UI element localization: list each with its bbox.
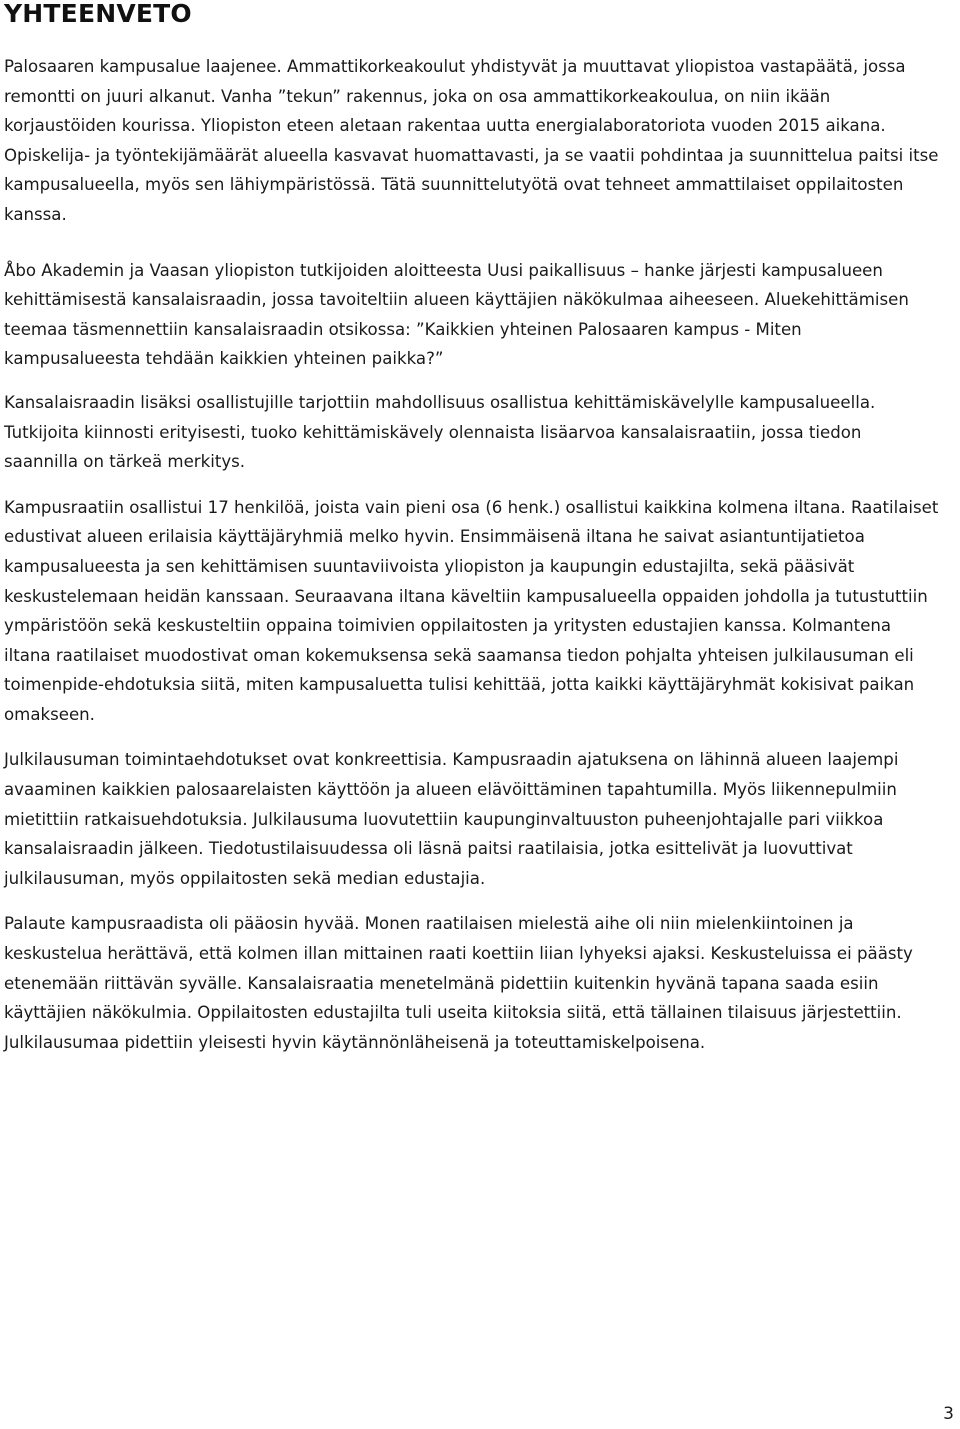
paragraph-intro: Palosaaren kampusalue laajenee. Ammattikorkeakoulut yhdistyvät ja muuttavat yliopistoa vastapäätä, jossa remontti on juuri alkanut. Vanha ”tekun” rakennus, joka on osa ammattikorkeakoulua, on niin ikään korjaustöiden kourissa. Yliopiston eteen aletaan rakentaa uutta energialaboratoriota vuoden 2015 aikana. Opiskelija- ja työntekijämäärät alueella kasvavat huomattavasti, ja se vaatii pohdintaa ja suunnittelua paitsi itse kampusalueella, myös sen lähiympäristössä. Tätä suunnittelutyötä ovat tehneet ammattilaiset oppilaitosten kanssa. bbox=[4, 57, 939, 224]
page-number: 3 bbox=[943, 1404, 954, 1424]
paragraph-participants: Kampusraatiin osallistui 17 henkilöä, joista vain pieni osa (6 henk.) osallistui kaikkina kolmena iltana. Raatilaiset edustivat alueen erilaisia käyttäjäryhmiä melko hyvin. Ensimmäisenä iltana he saivat asiantuntijatietoa kampusalueesta ja sen kehittämisen suuntaviivoista yliopiston ja kaupungin edustajilta, sekä pääsivät keskustelemaan heidän kanssaan. Seuraavana iltana käveltiin kampusalueella oppaiden johdolla ja tutustuttiin ympäristöön sekä keskusteltiin oppaina toimivien oppilaitosten ja yritysten edustajien kanssa. Kolmantena iltana raatilaiset muodostivat oman kokemuksensa sekä saamansa tiedon pohjalta yhteisen julkilausuman eli toimenpide-ehdotuksia siitä, miten kampusaluetta tulisi kehittää, jotta kaikki käyttäjäryhmät kokisivat paikan omakseen. bbox=[4, 497, 939, 724]
paragraph-citizen-jury: Åbo Akademin ja Vaasan yliopiston tutkijoiden aloitteesta Uusi paikallisuus – hanke järjesti kampusalueen kehittämisestä kansalaisraadin, jossa tavoiteltiin alueen käyttäjien näkökulmaa aiheeseen. Aluekehittämisen teemaa täsmennettiin kansalaisraadin otsikossa: ”Kaikkien yhteinen Palosaaren kampus - Miten kampusalueesta tehdään kaikkien yhteinen paikka?” bbox=[4, 260, 909, 369]
paragraph-proposals: Julkilausuman toimintaehdotukset ovat konkreettisia. Kampusraadin ajatuksena on lähinnä alueen laajempi avaaminen kaikkien palosaarelaisten käyttöön ja alueen elävöittäminen tapahtumilla. Myös liikennepulmiin mietittiin ratkaisuehdotuksia. Julkilausuma luovutettiin kaupunginvaltuuston puheenjohtajalle pari viikkoa kansalaisraadin jälkeen. Tiedotustilaisuudessa oli läsnä paitsi raatilaisia, jotka esittelivät ja luovuttivat julkilausuman, myös oppilaitosten sekä median edustajia. bbox=[4, 750, 899, 888]
paragraph-feedback: Palaute kampusraadista oli pääosin hyvää. Monen raatilaisen mielestä aihe oli niin mielenkiintoinen ja keskustelua herättävä, että kolmen illan mittainen raati koettiin liian lyhyeksi ajaksi. Keskusteluissa ei päästy etenemään riittävän syvälle. Kansalaisraatia menetelmänä pidettiin kuitenkin hyvänä tapana saada esiin käyttäjien näkökulmia. Oppilaitosten edustajilta tuli useita kiitoksia siitä, että tällainen tilaisuus järjestettiin. Julkilausumaa pidettiin yleisesti hyvin käytännönläheisenä ja toteuttamiskelpoisena. bbox=[4, 914, 913, 1052]
page-title: YHTEENVETO bbox=[4, 0, 192, 28]
paragraph-development-walk: Kansalaisraadin lisäksi osallistujille tarjottiin mahdollisuus osallistua kehittämiskävelylle kampusalueella. Tutkijoita kiinnosti erityisesti, tuoko kehittämiskävely olennaista lisäarvoa kansalaisraatiin, jossa tiedon saannilla on tärkeä merkitys. bbox=[4, 392, 876, 472]
